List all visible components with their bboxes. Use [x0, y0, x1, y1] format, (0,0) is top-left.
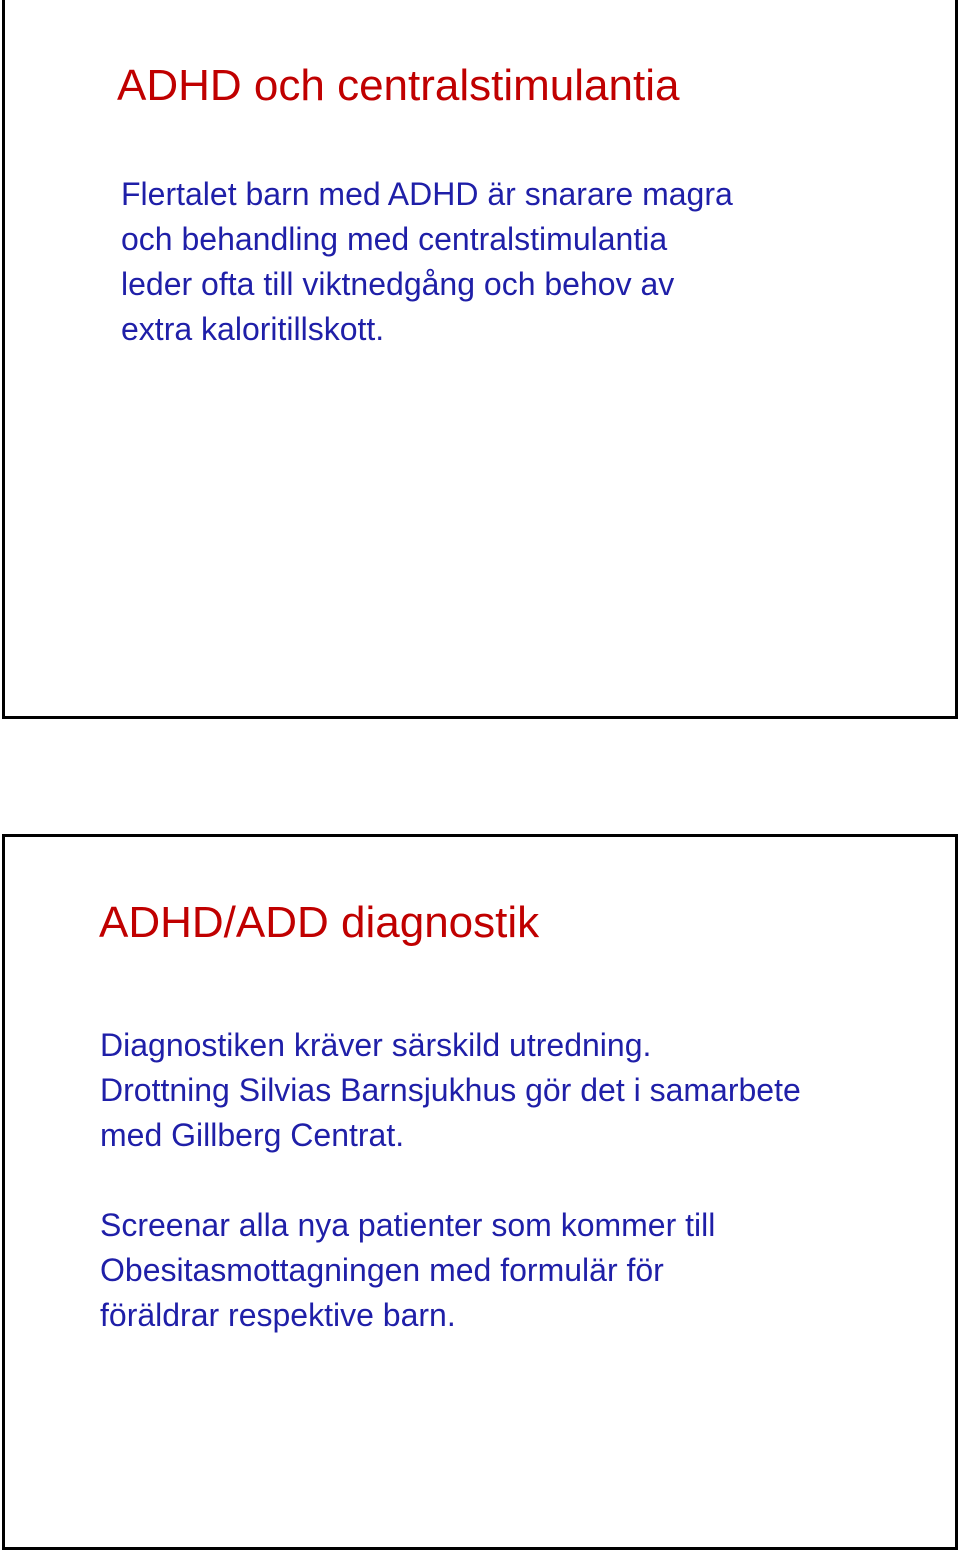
slide-2-p2-line-3: föräldrar respektive barn. — [100, 1297, 456, 1333]
slide-1-body-line-4: extra kaloritillskott. — [121, 311, 385, 347]
slide-2-paragraph-2 — [100, 1203, 930, 1338]
slide-1 — [2, 0, 958, 719]
slide-2-p2-line-1: Screenar alla nya patienter som kommer till — [100, 1207, 716, 1243]
slide-2-paragraph-1 — [100, 1023, 930, 1158]
slide-2-p2-line-2: Obesitasmottagningen med formulär för — [100, 1252, 664, 1288]
slide-2-p1-line-1: Diagnostiken kräver särskild utredning. — [100, 1027, 652, 1063]
slide-2-p1-line-2: Drottning Silvias Barnsjukhus gör det i samarbete — [100, 1072, 801, 1108]
slide-2-title: ADHD/ADD diagnostik — [99, 898, 540, 947]
slide-1-body-line-1: Flertalet barn med ADHD är snarare magra — [121, 176, 733, 212]
slide-2-p1-line-3: med Gillberg Centrat. — [100, 1117, 405, 1153]
slide-2-body — [100, 1023, 930, 1338]
slide-1-body-line-3: leder ofta till viktnedgång och behov av — [121, 266, 675, 302]
slide-1-body — [121, 172, 861, 352]
slide-1-paragraph — [121, 172, 861, 352]
slide-2 — [2, 834, 958, 1550]
slide-1-body-line-2: och behandling med centralstimulantia — [121, 221, 668, 257]
slide-1-title: ADHD och centralstimulantia — [117, 61, 680, 110]
